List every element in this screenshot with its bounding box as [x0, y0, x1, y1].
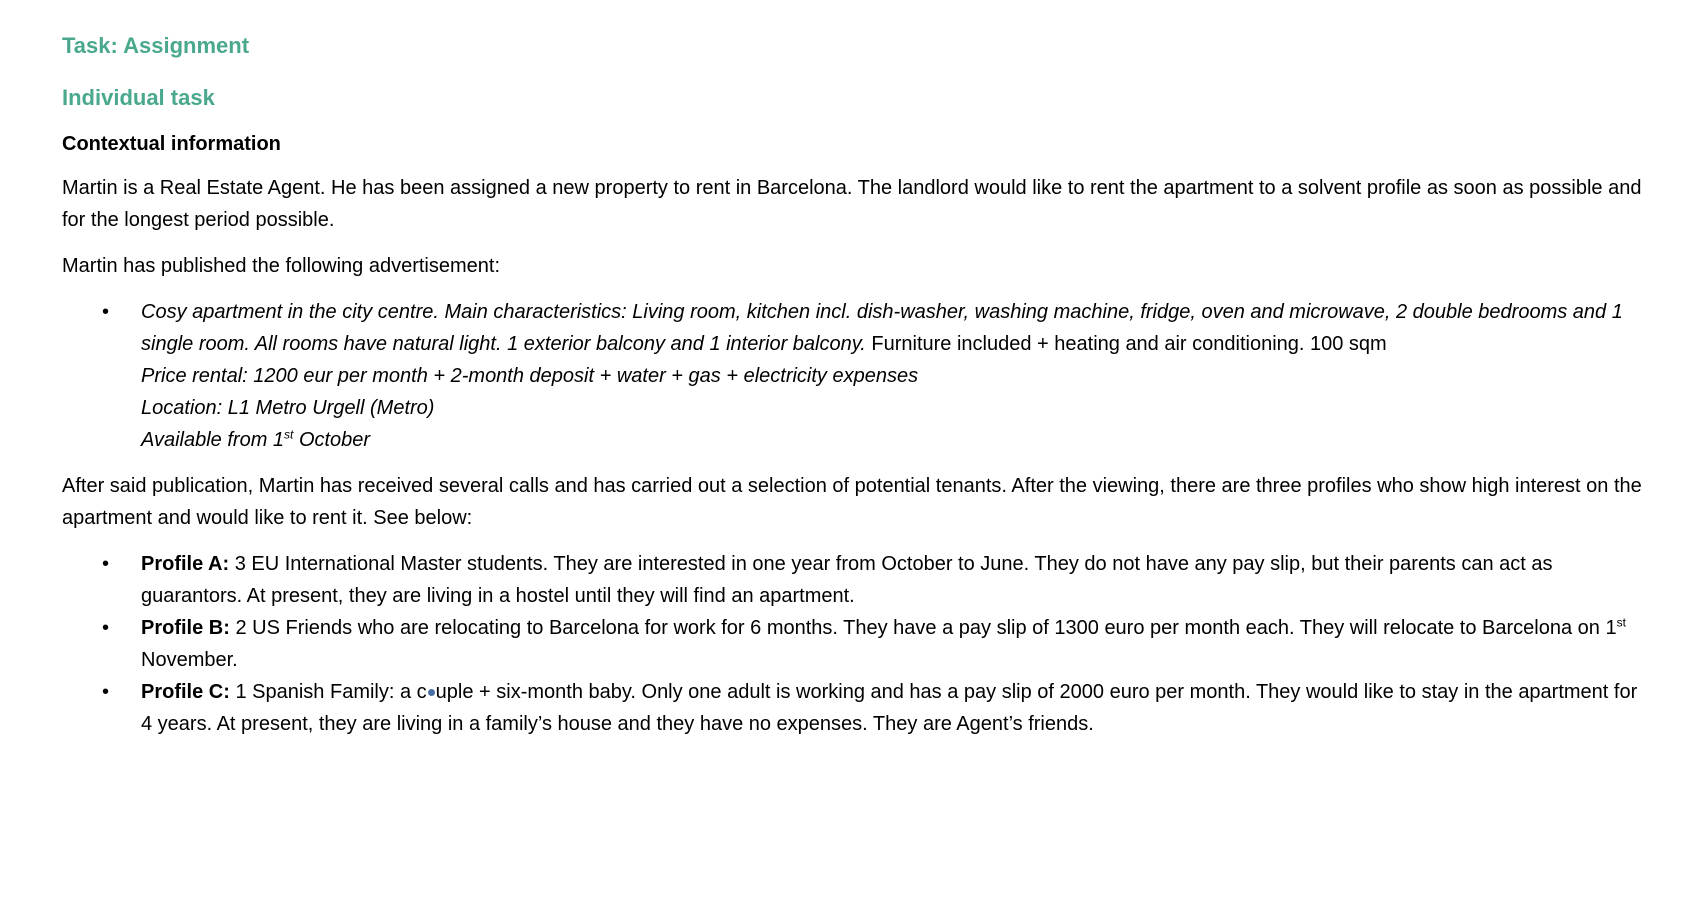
task-subtitle: Individual task	[62, 85, 215, 110]
profile-c-text-after: uple + six-month baby. Only one adult is working and has a pay slip of 2000 euro per month. They would like to stay in the apartment for 4 years. At present, they are living in a family’s house and they have no expenses. They are Agent’s friends.	[141, 681, 1638, 735]
profile-c-label: Profile C:	[141, 681, 230, 703]
document-page	[62, 30, 1652, 754]
ad-price: Price rental: 1200 eur per month + 2-month deposit + water + gas + electricity expenses	[141, 365, 919, 387]
after-paragraph: After said publication, Martin has received several calls and has carried out a selection of potential tenants. After the viewing, there are three profiles who show high interest on the apartment and would like to rent it. See below:	[62, 475, 1642, 529]
profile-b-sup: st	[1616, 615, 1626, 630]
profile-a-label: Profile A:	[141, 553, 230, 575]
intro-paragraph: Martin is a Real Estate Agent. He has been assigned a new property to rent in Barcelona. The landlord would like to rent the apartment to a solvent profile as soon as possible and for the longest period possible.	[62, 177, 1642, 231]
ad-availability	[141, 424, 1652, 456]
profile-a-text: 3 EU International Master students. They are interested in one year from October to June. They do not have any pay slip, but their parents can act as guarantors. At present, they are living in a hostel until they will find an apartment.	[141, 553, 1553, 607]
advertisement-item	[62, 296, 1652, 456]
task-title: Task: Assignment	[62, 33, 250, 58]
profile-c-item	[62, 676, 1652, 740]
ad-description	[141, 296, 1652, 360]
advertisement-list	[62, 296, 1652, 456]
profile-a-item	[62, 548, 1652, 612]
bullet-icon: •	[102, 553, 110, 575]
bullet-icon: •	[102, 681, 110, 703]
profile-b-label: Profile B:	[141, 617, 230, 639]
ad-description-italic: Cosy apartment in the city centre. Main characteristics: Living room, kitchen incl. dish-washer, washing machine, fridge, oven and microwave, 2 double bedrooms and 1 single room. All rooms have natural light. 1 exterior balcony and 1 interior balcony.	[141, 301, 1623, 355]
bullet-icon: •	[102, 301, 110, 323]
bullet-icon: •	[102, 617, 110, 639]
ad-available-prefix: Available from 1	[141, 429, 285, 451]
profile-b-text-before: 2 US Friends who are relocating to Barcelona for work for 6 months. They have a pay slip of 1300 euro per month each. They will relocate to Barcelona on 1	[229, 617, 1617, 639]
ad-available-suffix: October	[293, 429, 371, 451]
profiles-list	[62, 548, 1652, 740]
ad-available-sup: st	[284, 427, 294, 442]
profile-b-item	[62, 612, 1652, 676]
profile-c-text-before: 1 Spanish Family: a c	[229, 681, 427, 703]
section-heading: Contextual information	[62, 133, 281, 155]
text-cursor-icon	[428, 689, 435, 696]
ad-intro-paragraph: Martin has published the following advertisement:	[62, 255, 501, 277]
ad-description-regular: Furniture included + heating and air conditioning. 100 sqm	[865, 333, 1387, 355]
ad-location: Location: L1 Metro Urgell (Metro)	[141, 397, 435, 419]
profile-b-text-after: November.	[141, 649, 238, 671]
